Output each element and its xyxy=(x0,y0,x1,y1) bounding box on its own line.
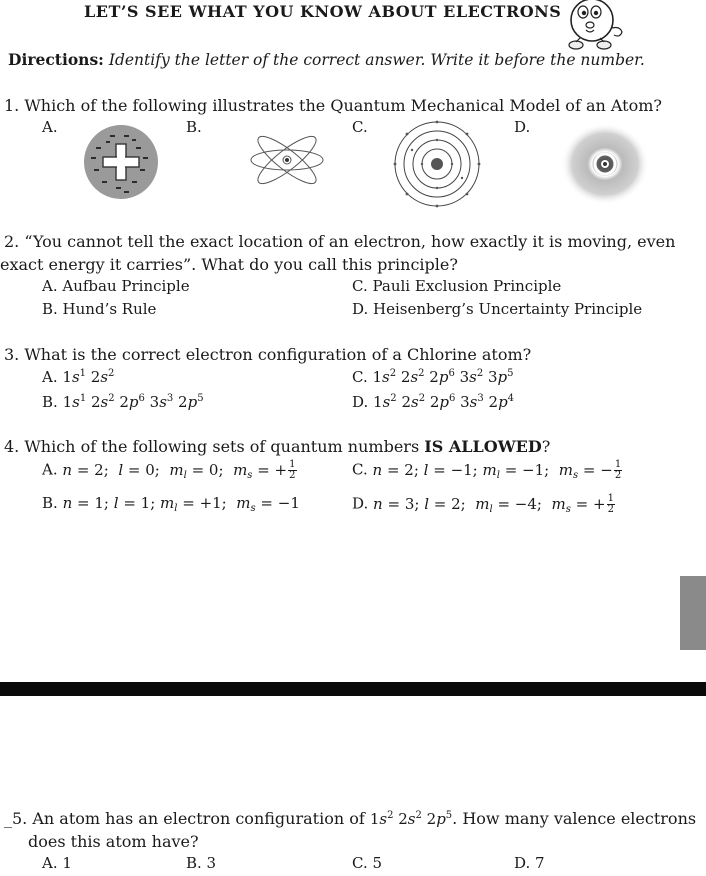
q5-text-pre: _5. An atom has an electron configuration of xyxy=(4,809,370,828)
q3-config-d: $1s^2$ $2s^2$ $2p^6$ $3s^3$ $2p^4$ xyxy=(373,393,515,411)
q4-option-c xyxy=(352,460,622,481)
q4-text-post: ? xyxy=(541,437,551,456)
q5-option-c: C. 5 xyxy=(352,854,383,872)
q3-option-d xyxy=(352,393,514,411)
q4-text-pre: 4. Which of the following sets of quantum numbers xyxy=(4,437,425,456)
cartoon-electron-mascot-icon xyxy=(560,0,640,56)
question-4-text xyxy=(4,437,550,456)
q4-numbers-b: n = 1; l = 1; $m_l = +1$; $m_s = -1$ xyxy=(62,494,300,514)
q3-letter-b: B. xyxy=(42,393,58,411)
question-1-text: 1. Which of the following illustrates the Quantum Mechanical Model of an Atom? xyxy=(4,96,662,115)
bohr-shell-model-icon xyxy=(392,120,482,208)
q4-option-a xyxy=(42,460,297,481)
directions xyxy=(8,50,645,69)
q4-letter-a: A. xyxy=(42,460,58,479)
q4-numbers-c: n = 2; l = −1; $m_l = -1$; $m_s$ = − $\frac{1}{2}$ xyxy=(372,459,622,481)
question-2-line-2: exact energy it carries”. What do you call this principle? xyxy=(0,255,458,274)
q2-option-a: A. Aufbau Principle xyxy=(42,277,190,295)
q5-option-a: A. 1 xyxy=(42,854,72,872)
q3-option-c xyxy=(352,368,514,386)
page-title: LET’S SEE WHAT YOU KNOW ABOUT ELECTRONS xyxy=(84,2,562,21)
q1-label-a: A. xyxy=(42,118,58,136)
q3-config-a: $1s^1$ $2s^2$ xyxy=(62,368,115,386)
plum-pudding-model-icon xyxy=(80,122,162,202)
black-divider-bar xyxy=(0,682,706,696)
q5-text-post: . How many valence electrons xyxy=(452,809,697,828)
q3-letter-d: D. xyxy=(352,393,369,411)
q4-numbers-a: n = 2; l = 0; $m_l = 0$; $m_s$ = + $\frac{1}{2}$ xyxy=(62,459,296,481)
q2-option-d: D. Heisenberg’s Uncertainty Principle xyxy=(352,300,643,318)
q3-letter-a: A. xyxy=(42,368,58,386)
directions-label: Directions: xyxy=(8,50,104,69)
q4-letter-b: B. xyxy=(42,494,58,512)
question-5-line-2: does this atom have? xyxy=(28,832,199,851)
q5-option-b: B. 3 xyxy=(186,854,217,872)
q3-config-b: $1s^1$ $2s^2$ $2p^6$ $3s^3$ $2p^5$ xyxy=(62,393,204,411)
q3-option-a xyxy=(42,368,114,386)
q4-text-bold: IS ALLOWED xyxy=(424,437,542,456)
question-2-line-1: 2. “You cannot tell the exact location of an electron, how exactly it is moving, even xyxy=(4,232,676,251)
directions-text: Identify the letter of the correct answer. Write it before the number. xyxy=(108,51,645,69)
q3-config-c: $1s^2$ $2s^2$ $2p^6$ $3s^2$ $3p^5$ xyxy=(372,368,514,386)
q1-label-b: B. xyxy=(186,118,202,136)
q3-option-b xyxy=(42,393,204,411)
q4-numbers-d: n = 3; l = 2; $m_l = -4$; $m_s$ = + $\frac{1}{2}$ xyxy=(373,493,614,515)
q1-label-d: D. xyxy=(514,118,531,136)
q4-letter-c: C. xyxy=(352,460,368,479)
electron-cloud-model-icon xyxy=(560,122,650,206)
q2-option-c: C. Pauli Exclusion Principle xyxy=(352,277,562,295)
q1-label-c: C. xyxy=(352,118,368,136)
q2-option-b: B. Hund’s Rule xyxy=(42,300,157,318)
gray-side-tab xyxy=(680,576,706,650)
question-3-text: 3. What is the correct electron configuration of a Chlorine atom? xyxy=(4,345,532,364)
question-5-line-1 xyxy=(4,809,696,828)
q4-option-b xyxy=(42,494,300,512)
q3-letter-c: C. xyxy=(352,368,368,386)
q5-config: $1s^2$ $2s^2$ $2p^5$ xyxy=(369,810,453,828)
rutherford-orbit-model-icon xyxy=(248,132,326,190)
q4-option-d xyxy=(352,494,615,515)
q4-letter-d: D. xyxy=(352,494,369,513)
q5-option-d: D. 7 xyxy=(514,854,545,872)
